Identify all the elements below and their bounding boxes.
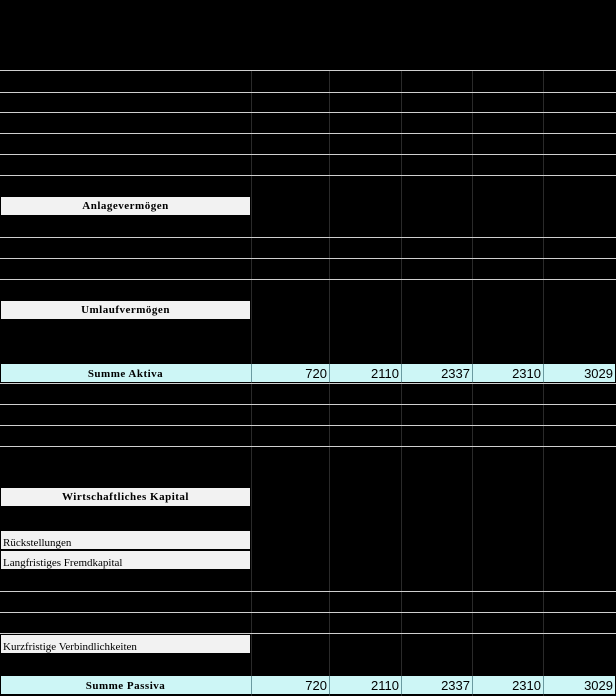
summe-passiva-value: 2110 <box>329 676 401 694</box>
summe-passiva-label: Summe Passiva <box>85 680 166 692</box>
summe-passiva-row <box>1 676 615 694</box>
row-divider <box>0 70 616 71</box>
kurzfristige-verbindlichkeiten-label: Kurzfristige Verbindlichkeiten <box>1 635 250 653</box>
anlagevermoegen-heading: Anlagevermögen <box>1 197 250 215</box>
summe-aktiva-value: 720 <box>251 364 329 382</box>
row-divider <box>0 133 616 134</box>
row-divider <box>0 446 616 447</box>
row-divider <box>0 425 616 426</box>
row-divider <box>0 92 616 93</box>
langfristiges-fremdkapital-label: Langfristiges Fremdkapital <box>1 551 250 569</box>
summe-aktiva-value: 3029 <box>543 364 615 382</box>
row-divider <box>0 612 616 613</box>
summe-passiva-value: 720 <box>251 676 329 694</box>
row-divider <box>0 237 616 238</box>
rueckstellungen-label: Rückstellungen <box>1 531 250 549</box>
summe-passiva-value: 2337 <box>401 676 472 694</box>
row-divider <box>0 404 616 405</box>
row-divider <box>0 258 616 259</box>
summe-passiva-value: 3029 <box>543 676 615 694</box>
summe-aktiva-value: 2337 <box>401 364 472 382</box>
summe-aktiva-row <box>1 364 615 382</box>
summe-aktiva-label: Summe Aktiva <box>87 368 164 380</box>
umlaufvermoegen-heading: Umlaufvermögen <box>1 301 250 319</box>
row-divider <box>0 591 616 592</box>
row-divider <box>0 154 616 155</box>
row-divider <box>0 112 616 113</box>
row-divider <box>0 279 616 280</box>
summe-passiva-value: 2310 <box>472 676 543 694</box>
row-divider <box>0 175 616 176</box>
summe-aktiva-value: 2310 <box>472 364 543 382</box>
row-divider <box>0 383 616 384</box>
summe-aktiva-value: 2110 <box>329 364 401 382</box>
wirtschaftliches-kapital-heading: Wirtschaftliches Kapital <box>1 488 250 506</box>
row-divider <box>0 633 616 634</box>
